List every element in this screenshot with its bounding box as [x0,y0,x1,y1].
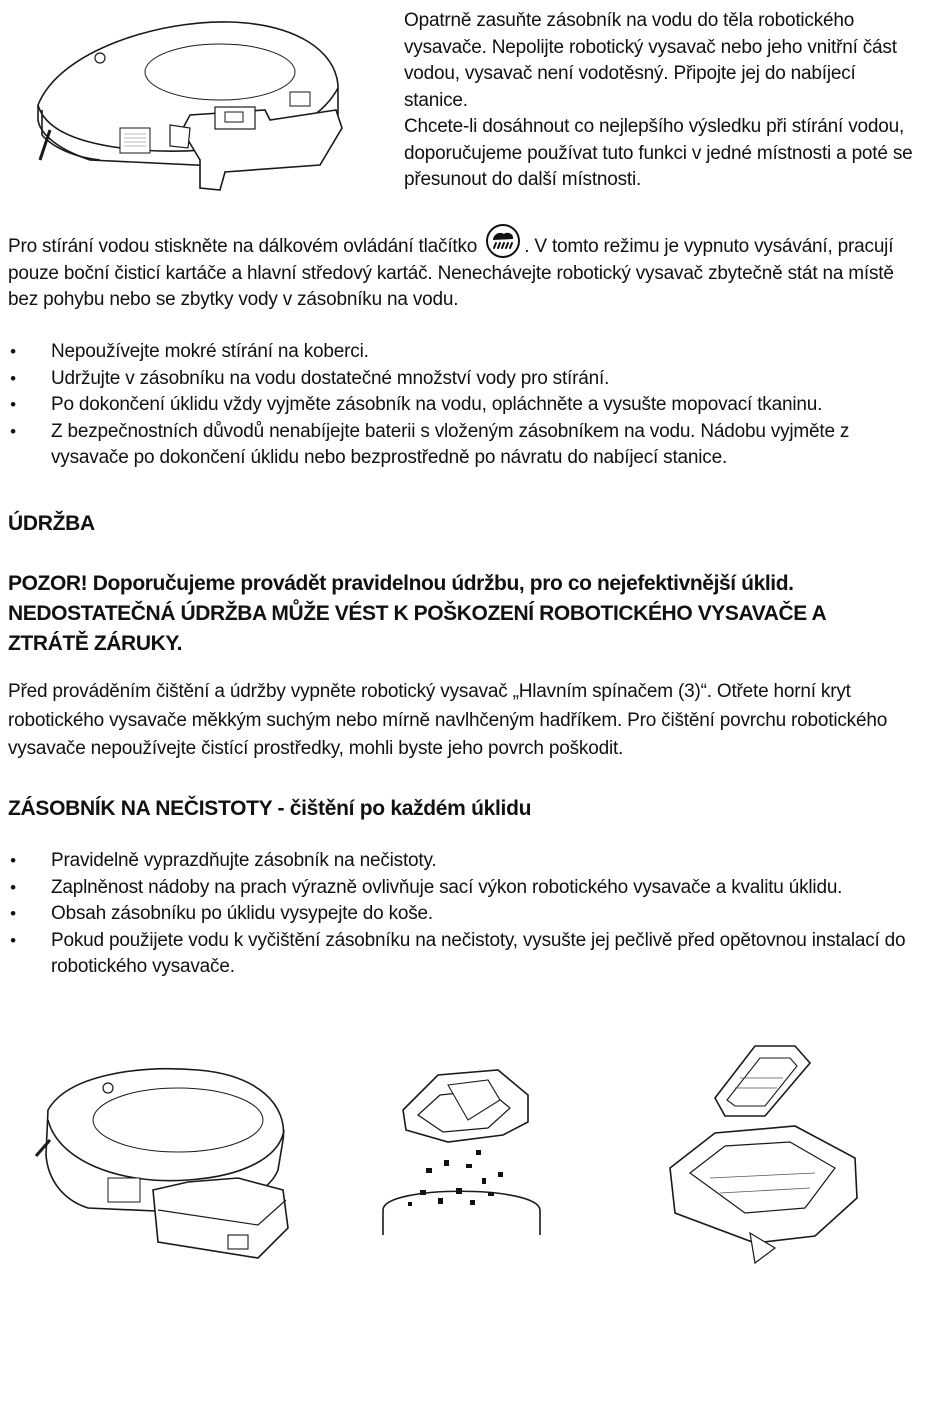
warning-line-recommendation: POZOR! Doporučujeme provádět pravidelnou údržbu, pro co nejefektivnější úklid. [8,572,794,595]
dust-bin-filter-illustration [665,1038,865,1268]
intro-paragraph-room-tip: Chcete-li dosáhnout co nejlepšího výsledku při stírání vodou, doporučujeme používat tuto funkci v jedné místnosti a poté se přesunout do další místnosti. [404,116,913,190]
list-item: • Zaplněnost nádoby na prach výrazně ovlivňuje sací výkon robotického vysavače a kvalitu úklidu. [8,875,908,902]
robot-dust-bin-removal-illustration [28,1060,328,1260]
bullet-icon: • [10,930,16,950]
bullet-icon: • [10,342,16,361]
list-item: • Pokud použijete vodu k vyčištění zásobníku na nečistoty, vysušte jej pečlivě před opětovnou instalací do robotického vysavače. [8,928,908,981]
mop-instructions-paragraph [8,222,923,314]
bullet-icon: • [10,877,16,897]
bullet-icon: • [10,421,16,441]
mop-bullet-list [8,339,908,472]
list-item: • Z bezpečnostních důvodů nenabíjejte baterii s vloženým zásobníkem na vodu. Nádobu vyjměte z vysavače po dokončení úklidu nebo bezprostředně po návratu do nabíjecí stanice. [8,419,908,472]
maintenance-heading: ÚDRŽBA [8,512,95,535]
dust-bin-bullet-list [8,848,908,981]
list-item: • Nepoužívejte mokré stírání na koberci. [8,339,908,366]
mop-text-before-icon: Pro stírání vodou stiskněte na dálkovém ovládání tlačítko [8,236,478,257]
bullet-icon: • [10,904,16,923]
bullet-icon: • [10,368,16,388]
list-item: • Pravidelně vyprazdňujte zásobník na nečistoty. [8,848,908,875]
robot-water-tank-illustration [20,10,350,195]
bullet-icon: • [10,395,16,414]
list-item: • Po dokončení úklidu vždy vyjměte zásobník na vodu, opláchněte a vysušte mopovací tkaninu. [8,392,908,419]
intro-paragraph-tank: Opatrně zasuňte zásobník na vodu do těla robotického vysavače. Nepolijte robotický vysavač nebo jeho vnitřní část vodou, vysavač není vodotěsný. Připojte jej do nabíjecí stanice. [404,10,897,111]
maintenance-warning [8,569,908,659]
bullet-icon: • [10,851,16,870]
mop-text-after-icon: . V tomto režimu je vypnuto vysávání, pracují pouze boční čisticí kartáče a hlavní středový kartáč. Nenechávejte robotický vysavač zbytečně stát na místě bez pohybu nebo se zbytky vody v zásobníku na vodu. [8,236,894,310]
dust-bin-heading: ZÁSOBNÍK NA NEČISTOTY - čištění po každém úklidu [8,797,532,820]
intro-text [404,8,924,194]
maintenance-care-paragraph: Před prováděním čištění a údržby vypněte robotický vysavač „Hlavním spínačem (3)“. Otřete horní kryt robotického vysavače měkkým suchým nebo mírně navlhčeným hadříkem. Pro čištění povrchu robotického vysavače nepoužívejte čistící prostředky, mohli byste jeho povrch poškodit. [8,681,888,759]
mop-water-icon [484,222,522,260]
emptying-dust-bin-illustration [378,1060,548,1235]
list-item: • Obsah zásobníku po úklidu vysypejte do koše. [8,901,908,928]
list-item: • Udržujte v zásobníku na vodu dostatečné množství vody pro stírání. [8,366,908,393]
warning-line-warranty: NEDOSTATEČNÁ ÚDRŽBA MŮŽE VÉST K POŠKOZENÍ ROBOTICKÉHO VYSAVAČE A ZTRÁTĚ ZÁRUKY. [8,602,826,655]
